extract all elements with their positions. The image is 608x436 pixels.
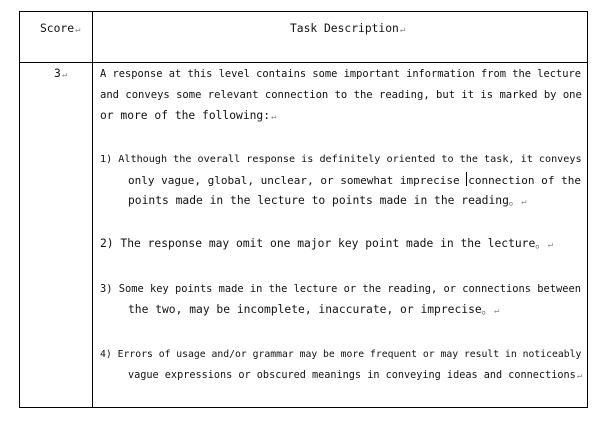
header-bottom-border bbox=[19, 62, 588, 63]
paragraph-mark: ↵ bbox=[271, 112, 277, 122]
item-2-line-1-text: 2) The response may omit one major key point made in the lecture。 bbox=[100, 237, 547, 250]
task-description-header-label: Task Description bbox=[290, 22, 399, 35]
intro-line-1-text: A response at this level contains some important information from the lecture bbox=[100, 68, 581, 80]
item-1-line-3-text: points made in the lecture to points made in the reading。 bbox=[128, 194, 521, 207]
item-1-line-1 bbox=[100, 150, 582, 171]
table-left-border bbox=[19, 11, 20, 408]
intro-line-2-text: and conveys some relevant connection to the reading, but it is marked by one bbox=[100, 89, 582, 101]
item-3-line-1-text: 3) Some key points made in the lecture or the reading, or connections between bbox=[100, 283, 581, 295]
score-header-label: Score bbox=[40, 22, 75, 35]
paragraph-mark: ↵ bbox=[75, 25, 81, 35]
item-1-line-2a-text: only vague, global, unclear, or somewhat imprecise bbox=[128, 174, 467, 187]
intro-line-3-text: or more of the following: bbox=[100, 109, 271, 122]
table-right-border bbox=[587, 11, 588, 408]
item-4-line-2-text: vague expressions or obscured meanings in conveying ideas and connections bbox=[128, 370, 576, 381]
paragraph-mark: ↵ bbox=[521, 197, 527, 207]
item-1-line-3 bbox=[128, 191, 527, 213]
paragraph-mark: ↵ bbox=[576, 371, 583, 381]
item-2-line-1 bbox=[100, 234, 553, 256]
paragraph-mark: ↵ bbox=[547, 240, 554, 250]
intro-line-3 bbox=[100, 106, 276, 128]
paragraph-mark: ↵ bbox=[493, 306, 500, 316]
table-bottom-border bbox=[19, 407, 588, 408]
score-value: 3 bbox=[54, 67, 61, 80]
item-4-line-1 bbox=[100, 345, 581, 366]
intro-line-1 bbox=[100, 64, 581, 85]
item-1-line-1-text: 1) Although the overall response is definitely oriented to the task, it conveys bbox=[100, 154, 582, 165]
task-description-header bbox=[290, 19, 405, 41]
item-4-line-2 bbox=[128, 366, 582, 387]
score-cell bbox=[54, 64, 67, 86]
item-3-line-2-text: the two, may be incomplete, inaccurate, or imprecise。 bbox=[128, 303, 493, 316]
item-4-line-1-text: 4) Errors of usage and/or grammar may be more frequent or may result in noticeably bbox=[100, 349, 582, 360]
item-1-line-2 bbox=[128, 171, 581, 192]
paragraph-mark: ↵ bbox=[61, 70, 68, 80]
score-header bbox=[40, 19, 80, 41]
item-3-line-1 bbox=[100, 279, 581, 300]
column-divider bbox=[92, 11, 93, 408]
item-1-line-2b-text: connection of the bbox=[468, 174, 581, 187]
intro-line-2 bbox=[100, 85, 582, 106]
table-top-border bbox=[19, 11, 588, 12]
paragraph-mark: ↵ bbox=[399, 25, 406, 35]
item-3-line-2 bbox=[128, 300, 499, 322]
